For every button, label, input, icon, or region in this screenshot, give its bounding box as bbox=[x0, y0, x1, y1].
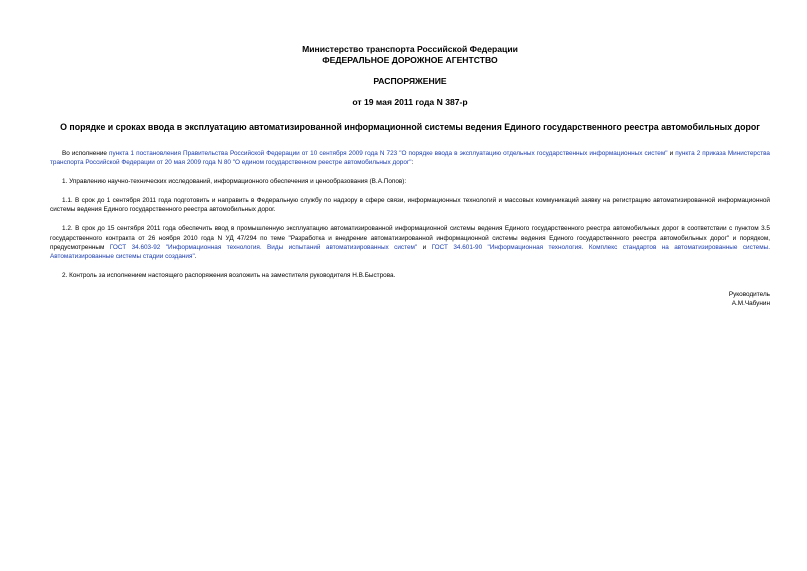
preamble-link-order[interactable]: пункта 2 приказа Министерства транспорта Российской Федерации от 20 мая 2009 года N 80 "О едином государственном реестре автомобильных дорог" bbox=[50, 150, 770, 167]
item-1-2-text: . bbox=[194, 253, 197, 261]
item-1-2-text: 1.2. В срок до 15 сентября 2011 года обеспечить ввод в промышленную эксплуатацию автоматизированной информационной системы ведения Единого государственного реестра автомобильных дорог в соответствии с пунктом 3.5 государственного контракта от 26 ноября 2010 года N УД 47/294 по теме "Разработка и внедрение автоматизированной информационной системы ведения Единого государственного реестра автомобильных дорог" и порядком, предусмотренным bbox=[50, 225, 770, 252]
item-1-2-text: и bbox=[417, 244, 432, 252]
document-body bbox=[50, 149, 770, 309]
gost-34-601-link[interactable]: ГОСТ 34.601-90 "Информационная технология. Комплекс стандартов на автоматизированные системы. Автоматизированные системы стадии создания" bbox=[50, 244, 770, 261]
document-header bbox=[50, 44, 770, 108]
preamble-text: и bbox=[667, 150, 676, 157]
document-title: О порядке и сроках ввода в эксплуатацию автоматизированной информационной системы ведения Единого государственного реестра автомобильных дорог bbox=[60, 122, 760, 132]
preamble-paragraph bbox=[50, 149, 770, 168]
agency-name: ФЕДЕРАЛЬНОЕ ДОРОЖНОЕ АГЕНТСТВО bbox=[322, 55, 498, 65]
preamble-text: : bbox=[411, 159, 414, 167]
item-1-2 bbox=[50, 224, 770, 262]
document-type: РАСПОРЯЖЕНИЕ bbox=[373, 76, 447, 86]
preamble-link-decree[interactable]: пункта 1 постановления Правительства Российской Федерации от 10 сентября 2009 года N 723 "О порядке ввода в эксплуатацию отдельных государственных информационных систем" bbox=[109, 150, 668, 157]
gost-34-603-link[interactable]: ГОСТ 34.603-92 "Информационная технология. Виды испытаний автоматизированных систем" bbox=[109, 244, 418, 252]
ministry-name: Министерство транспорта Российской Федерации bbox=[302, 44, 518, 54]
item-2: 2. Контроль за исполнением настоящего распоряжения возложить на заместителя руководителя Н.В.Быстрова. bbox=[62, 272, 396, 280]
item-1: 1. Управлению научно-технических исследований, информационного обеспечения и ценообразования (В.А.Попов): bbox=[62, 178, 407, 186]
document-page bbox=[50, 44, 770, 309]
signature-name: А.М.Чабунин bbox=[731, 300, 770, 308]
preamble-text: Во исполнение bbox=[62, 150, 110, 157]
signature-position: Руководитель bbox=[728, 291, 770, 299]
document-date: от 19 мая 2011 года N 387-р bbox=[352, 97, 468, 107]
item-1-1: 1.1. В срок до 1 сентября 2011 года подготовить и направить в Федеральную службу по надзору в сфере связи, информационных технологий и массовых коммуникаций заявку на регистрацию автоматизированной информационной системы ведения Единого государственного реестра автомобильных дорог. bbox=[50, 197, 770, 214]
